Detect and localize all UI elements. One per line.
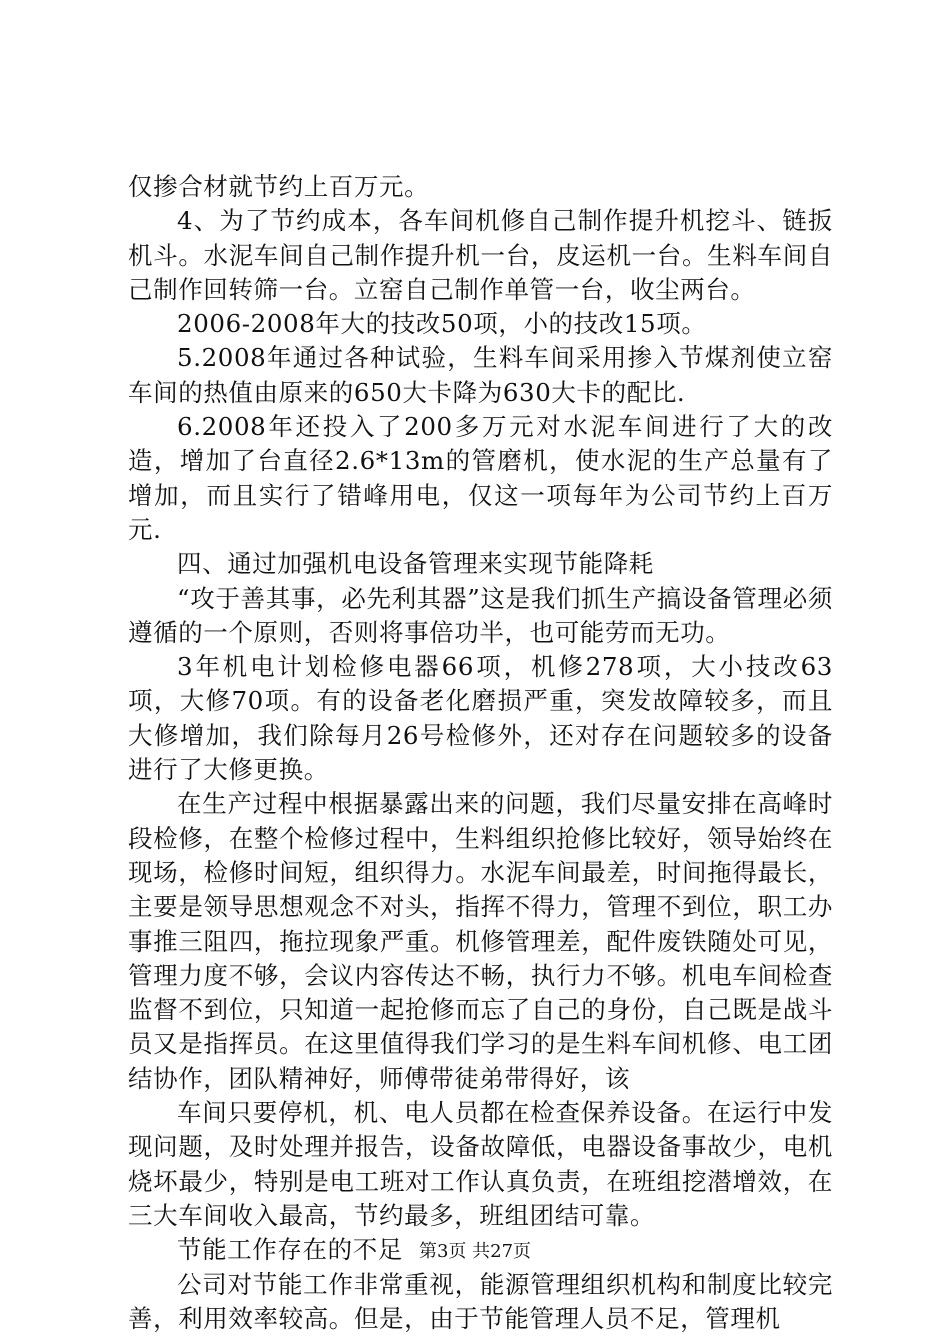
paragraph-4: 5.2008年通过各种试验，生料车间采用掺入节煤剂使立窑车间的热值由原来的650大卡降为630大卡的配比. (128, 343, 833, 407)
page-number-footer: 第3页 共27页 (418, 1241, 532, 1262)
section-heading-shortcomings: 节能工作存在的不足 (177, 1235, 403, 1265)
paragraph-3: 2006-2008年大的技改50项，小的技改15项。 (177, 309, 707, 339)
paragraph-9: 车间只要停机，机、电人员都在检查保养设备。在运行中发现问题，及时处理并报告，设备故障低，电器设备事故少，电机烧坏最少，特别是电工班对工作认真负责，在班组挖潜增效，在三大车间收入最高，节约最多，班组团结可靠。 (128, 1098, 833, 1230)
section-heading-4: 四、通过加强机电设备管理来实现节能降耗 (177, 549, 654, 579)
paragraph-8: 在生产过程中根据暴露出来的问题，我们尽量安排在高峰时段检修，在整个检修过程中，生料组织抢修比较好，领导始终在现场，检修时间短，组织得力。水泥车间最差，时间拖得最长，主要是领导思想观念不对头，指挥不得力，管理不到位，职工办事推三阻四，拖拉现象严重。机修管理差，配件废铁随处可见，管理力度不够，会议内容传达不畅，执行力不够。机电车间检查监督不到位，只知道一起抢修而忘了自己的身份，自己既是战斗员又是指挥员。在这里值得我们学习的是生料车间机修、电工团结协作，团队精神好，师傅带徒弟带得好，该 (128, 789, 833, 1093)
paragraph-11: 公司对节能工作非常重视，能源管理组织机构和制度比较完善，利用效率较高。但是，由于节能管理人员不足，管理机 (128, 1269, 833, 1333)
paragraph-quote: “攻于善其事，必先利其器”这是我们抓生产搞设备管理必须遵循的一个原则，否则将事倍功半，也可能劳而无功。 (128, 583, 833, 647)
paragraph-2: 4、为了节约成本，各车间机修自己制作提升机挖斗、链扳机斗。水泥车间自己制作提升机一台，皮运机一台。生料车间自己制作回转筛一台。立窑自己制作单管一台，收尘两台。 (128, 206, 833, 304)
paragraph-5: 6.2008年还投入了200多万元对水泥车间进行了大的改造，增加了台直径2.6*13m的管磨机，使水泥的生产总量有了增加，而且实行了错峰用电，仅这一项每年为公司节约上百万元. (128, 412, 833, 544)
body-text (128, 170, 833, 1336)
paragraph-7: 3年机电计划检修电器66项，机修278项，大小技改63项，大修70项。有的设备老化磨损严重，突发故障较多，而且大修增加，我们除每月26号检修外，还对存在问题较多的设备进行了大修更换。 (128, 652, 833, 785)
paragraph-1: 仅掺合材就节约上百万元。 (128, 172, 430, 201)
